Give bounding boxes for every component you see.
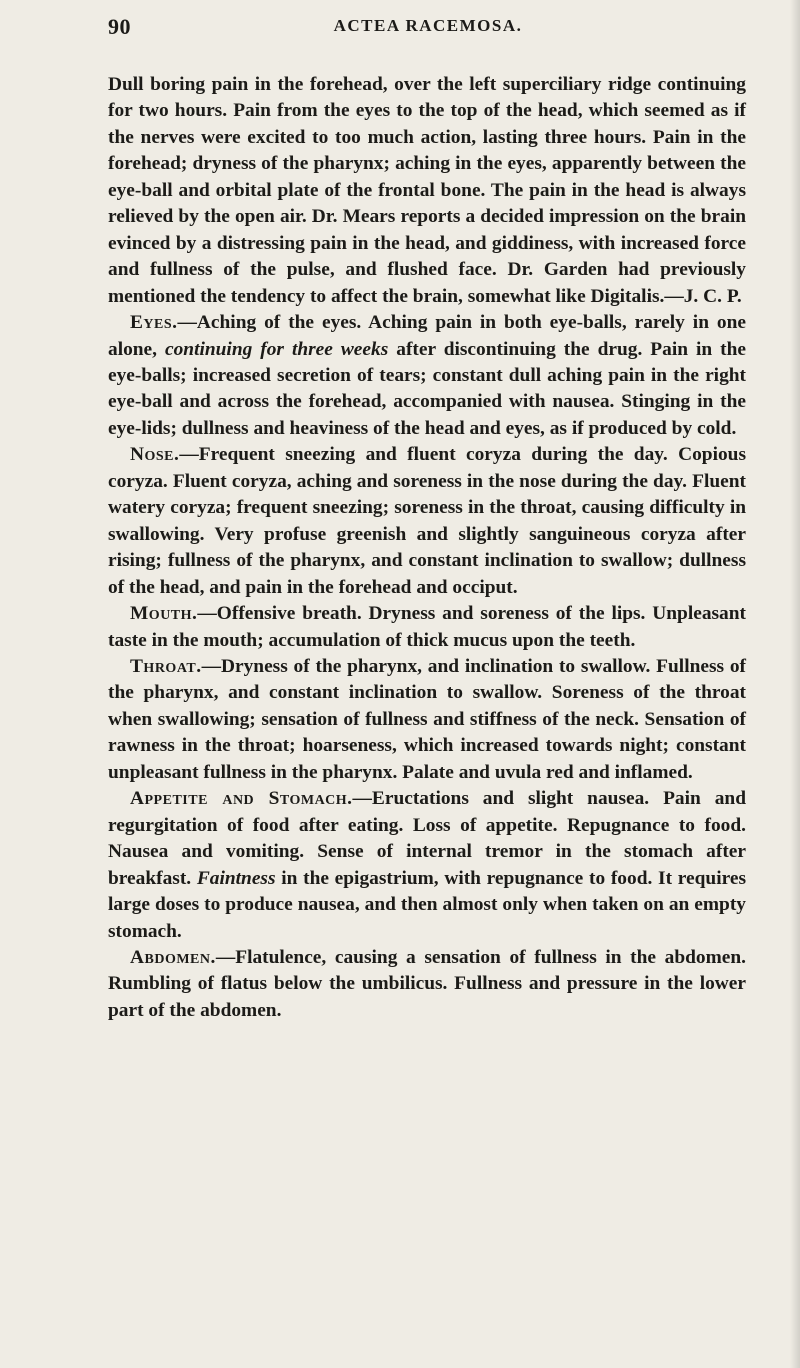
paragraph-nose <box>108 442 746 601</box>
paragraph-throat <box>108 654 746 786</box>
italic-emphasis: continuing for three weeks <box>165 338 389 360</box>
paragraph-mouth <box>108 601 746 654</box>
section-heading-abdomen: Abdomen. <box>130 946 216 968</box>
running-head: ACTEA RACEMOSA. <box>333 16 523 35</box>
paragraph-eyes <box>108 310 746 442</box>
paragraph-text: —Flatulence, causing a sensation of fullness in the abdomen. Rumbling of flatus below the umbilicus. Fullness and pressure in the lower part of the abdomen. <box>108 946 746 1021</box>
section-heading-mouth: Mouth. <box>130 603 198 625</box>
paragraph-text: —Eructations and slight nausea. Pain and regurgitation of food after eating. Loss of appetite. Repugnance to food. Nausea and vomiting. Sense of internal tremor in the stomach after breakfast. <box>108 788 746 889</box>
paragraph-text: —Frequent sneezing and fluent coryza during the day. Copious coryza. Fluent coryza, aching and soreness in the nose during the day. Fluent watery coryza; frequent sneezing; soreness in the throat, causing difficulty in swallowing. Very profuse greenish and slightly sanguineous coryza after rising; fullness of the pharynx, and constant inclination to swallow; dullness of the head, and pain in the forehead and occiput. <box>108 444 746 598</box>
paragraph-abdomen <box>108 945 746 1024</box>
paragraph-head-symptoms <box>108 72 746 310</box>
section-heading-nose: Nose. <box>130 444 180 466</box>
page-edge-shadow <box>790 0 800 1368</box>
paragraph-text: —Aching of the eyes. Aching pain in both eye-balls, rarely in one alone, <box>108 312 746 360</box>
section-heading-throat: Throat. <box>130 655 202 677</box>
paragraph-text: in the epigastrium, with repugnance to food. It requires large doses to produce nausea, and then almost only when taken on an empty stomach. <box>108 867 746 942</box>
body-text <box>108 72 746 1024</box>
italic-emphasis: Faintness <box>196 867 276 889</box>
paragraph-text: —Offensive breath. Dryness and soreness of the lips. Unpleasant taste in the mouth; accumulation of thick mucus upon the teeth. <box>108 603 746 651</box>
page-header <box>108 14 748 44</box>
paragraph-text: —Dryness of the pharynx, and inclination to swallow. Fullness of the pharynx, and constant inclination to swallow. Soreness of the throat when swallowing; sensation of fullness and stiffness of the neck. Sensation of rawness in the throat; hoarseness, which increased towards night; constant unpleasant fullness in the pharynx. Palate and uvula red and inflamed. <box>108 655 746 783</box>
section-heading-appetite-stomach: Appetite and Stomach. <box>130 788 353 810</box>
paragraph-text: Dull boring pain in the forehead, over the left superciliary ridge continuing for two hours. Pain from the eyes to the top of the head, which seemed as if the nerves were excited to too much action, lasting three hours. Pain in the forehead; dryness of the pharynx; aching in the eyes, apparently between the eye-ball and orbital plate of the frontal bone. The pain in the head is always relieved by the open air. Dr. Mears reports a decided impression on the brain evinced by a distressing pain in the head, and giddiness, with increased force and fullness of the pulse, and flushed face. Dr. Garden had previously mentioned the tendency to affect the brain, somewhat like Digitalis.—J. C. P. <box>108 74 746 307</box>
section-heading-eyes: Eyes. <box>130 312 178 334</box>
page-number: 90 <box>108 14 131 39</box>
paragraph-text: after discontinuing the drug. Pain in the eye-balls; increased secretion of tears; constant dull aching pain in the right eye-ball and across the forehead, accompanied with nausea. Stinging in the eye-lids; dullness and heaviness of the head and eyes, as if produced by cold. <box>108 338 746 439</box>
paragraph-appetite-stomach <box>108 786 746 945</box>
